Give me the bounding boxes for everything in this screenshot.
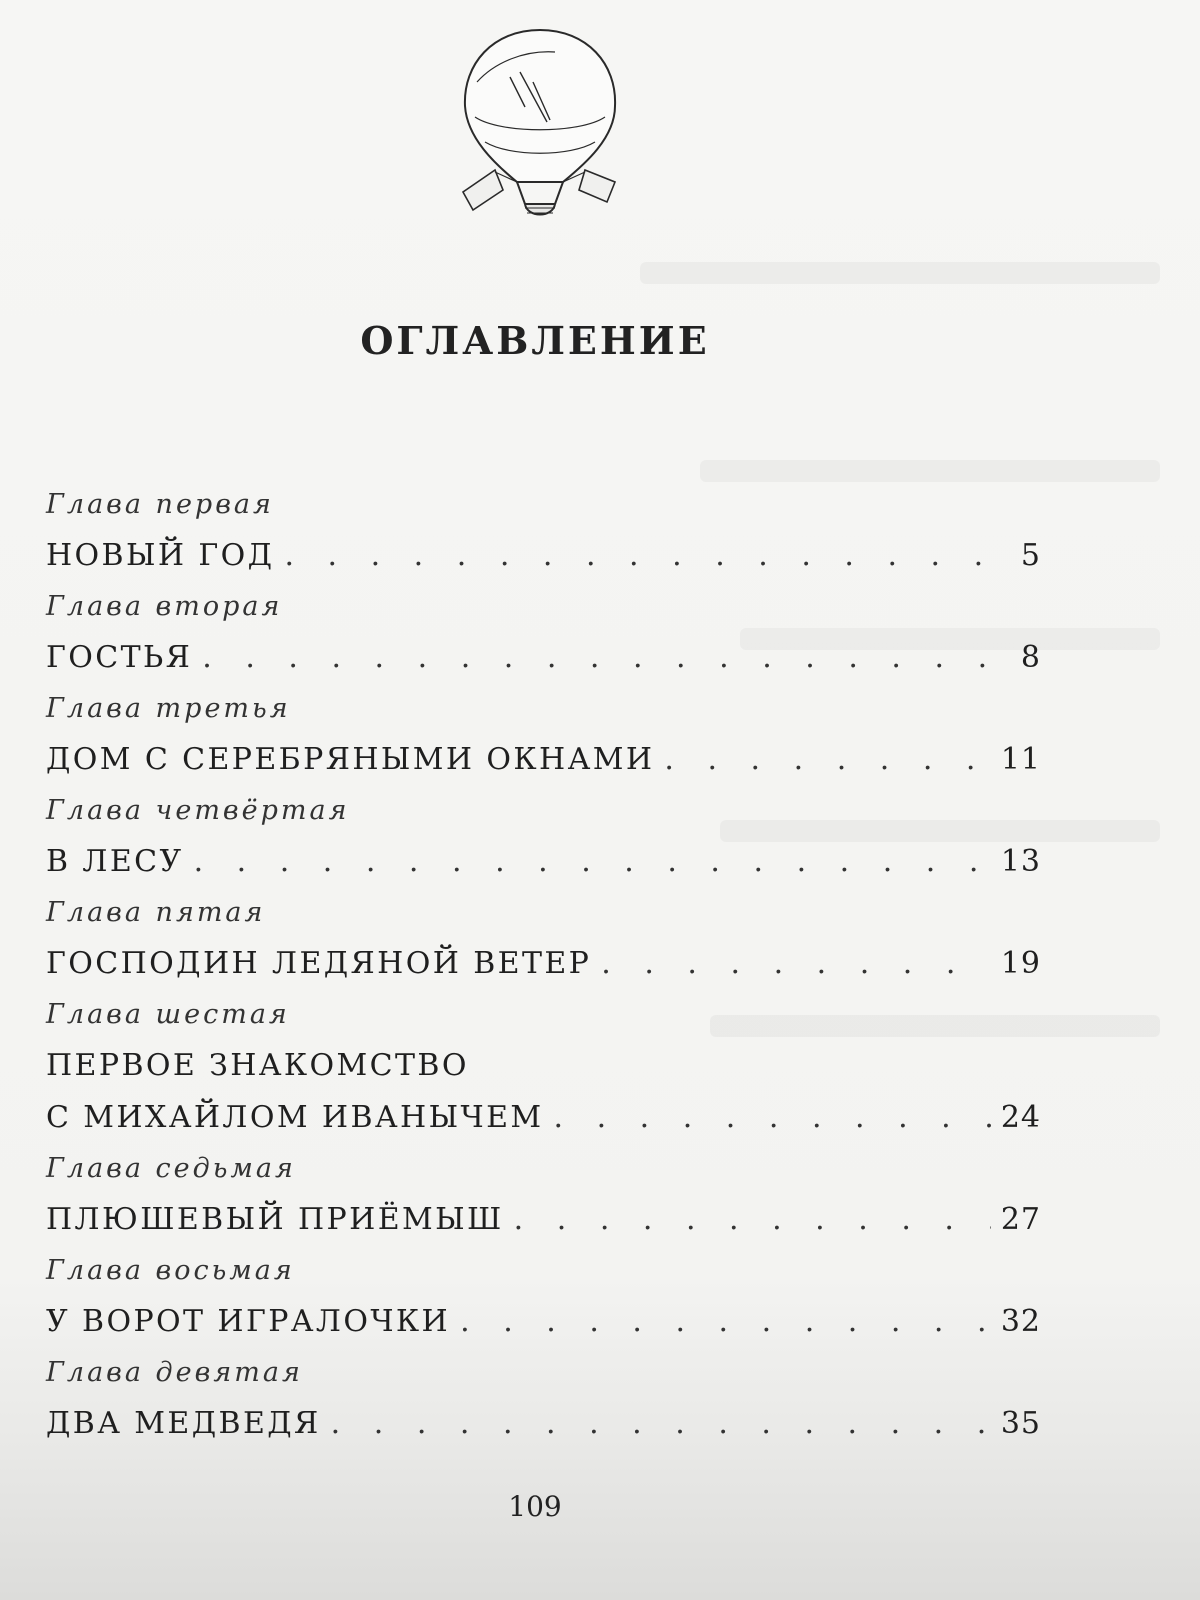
chapter-title-line [46, 530, 1041, 582]
chapter-label: Глава седьмая [46, 1153, 296, 1184]
chapter-title-continued: С МИХАЙЛОМ ИВАНЫЧЕМ [46, 1100, 544, 1135]
bleed-through [640, 262, 1160, 284]
chapter-title-line [46, 1296, 1041, 1348]
page-ref: 8 [1020, 640, 1041, 675]
page-ref: 19 [1000, 946, 1041, 981]
bleed-through [700, 460, 1160, 482]
toc-entry-9[interactable] [46, 1348, 1041, 1450]
chapter-title-line [46, 1398, 1041, 1450]
page-ref: 5 [1020, 538, 1041, 573]
page-number: 109 [508, 1490, 562, 1523]
chapter-label: Глава девятая [46, 1357, 303, 1388]
chapter-title: ДОМ С СЕРЕБРЯНЫМИ ОКНАМИ [46, 742, 655, 777]
page-ref: 24 [1000, 1100, 1041, 1135]
toc-entry-1[interactable] [46, 480, 1041, 582]
page-ref: 35 [1000, 1406, 1041, 1441]
chapter-title-line [46, 734, 1041, 786]
page-ref: 32 [1000, 1304, 1041, 1339]
dot-leader [460, 1296, 991, 1348]
toc-entry-3[interactable] [46, 684, 1041, 786]
chapter-label: Глава пятая [46, 897, 266, 928]
toc-entry-2[interactable] [46, 582, 1041, 684]
toc-entry-7[interactable] [46, 1144, 1041, 1246]
chapter-label: Глава вторая [46, 591, 283, 622]
chapter-title: У ВОРОТ ИГРАЛОЧКИ [46, 1304, 451, 1339]
dot-leader [514, 1194, 991, 1246]
table-of-contents [46, 480, 1041, 1450]
chapter-title: В ЛЕСУ [46, 844, 184, 879]
chapter-label: Глава третья [46, 693, 291, 724]
chapter-title: ПЛЮШЕВЫЙ ПРИЁМЫШ [46, 1202, 504, 1237]
dot-leader [664, 734, 990, 786]
dot-leader [284, 530, 995, 582]
dot-leader [554, 1092, 991, 1144]
dot-leader [194, 836, 991, 888]
toc-entry-5[interactable] [46, 888, 1041, 990]
chapter-title-line [46, 1040, 1041, 1092]
toc-heading: ОГЛАВЛЕНИЕ [360, 318, 710, 363]
dot-leader [601, 938, 991, 990]
chapter-title: ДВА МЕДВЕДЯ [46, 1406, 321, 1441]
page-ref: 13 [1000, 844, 1041, 879]
toc-entry-8[interactable] [46, 1246, 1041, 1348]
toc-entry-4[interactable] [46, 786, 1041, 888]
hot-air-balloon-icon [455, 22, 625, 232]
chapter-label: Глава первая [46, 489, 274, 520]
dot-leader [331, 1398, 991, 1450]
chapter-title-line [46, 1194, 1041, 1246]
chapter-title-line [46, 1092, 1041, 1144]
toc-entry-6[interactable] [46, 990, 1041, 1144]
chapter-title: НОВЫЙ ГОД [46, 538, 275, 573]
chapter-label: Глава восьмая [46, 1255, 295, 1286]
chapter-title-line [46, 836, 1041, 888]
chapter-label: Глава четвёртая [46, 795, 350, 826]
chapter-title: ПЕРВОЕ ЗНАКОМСТВО [46, 1048, 469, 1083]
dot-leader [202, 632, 995, 684]
chapter-title: ГОСПОДИН ЛЕДЯНОЙ ВЕТЕР [46, 946, 592, 981]
chapter-title: ГОСТЬЯ [46, 640, 193, 675]
page-ref: 27 [1000, 1202, 1041, 1237]
chapter-label: Глава шестая [46, 999, 290, 1030]
chapter-title-line [46, 632, 1041, 684]
chapter-title-line [46, 938, 1041, 990]
page-ref: 11 [1000, 742, 1041, 777]
